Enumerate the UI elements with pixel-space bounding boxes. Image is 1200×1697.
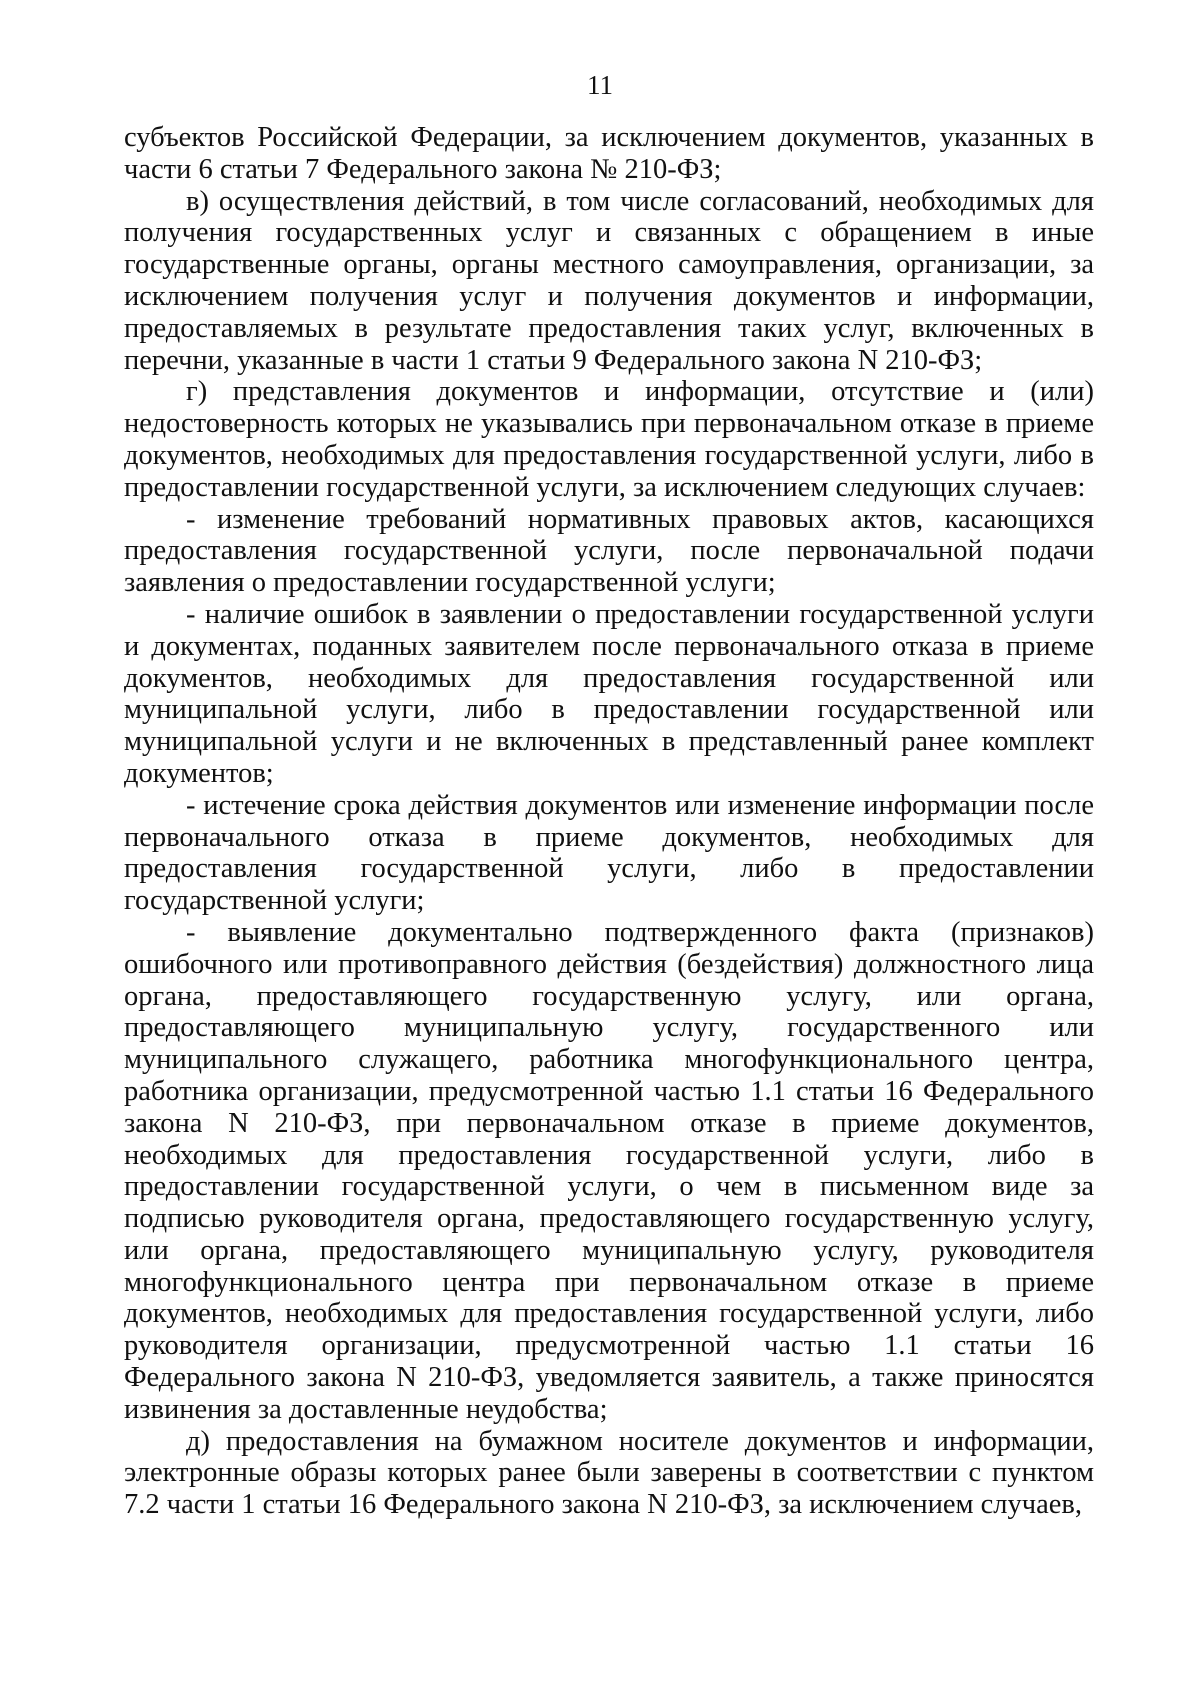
paragraph-dash-requirements-change: - изменение требований нормативных правовых актов, касающихся предоставления государственной услуги, после первоначальной подачи заявления о предоставлении государственной услуги; (124, 503, 1094, 599)
paragraph-dash-erroneous-action: - выявление документально подтвержденного факта (признаков) ошибочного или противоправного действия (бездействия) должностного лица органа, предоставляющего государственную услугу, или органа, предоставляющего муниципальную услугу, государственного или муниципального служащего, работника многофункционального центра, работника организации, предусмотренной частью 1.1 статьи 16 Федерального закона N 210-ФЗ, при первоначальном отказе в приеме документов, необходимых для предоставления государственной услуги, либо в предоставлении государственной услуги, о чем в письменном виде за подписью руководителя органа, предоставляющего государственную услугу, или органа, предоставляющего муниципальную услугу, руководителя многофункционального центра при первоначальном отказе в приеме документов, необходимых для предоставления государственной услуги, либо руководителя организации, предусмотренной частью 1.1 статьи 16 Федерального закона N 210-ФЗ, уведомляется заявитель, а также приносятся извинения за доставленные неудобства; (124, 916, 1094, 1425)
page-number: 11 (587, 70, 613, 100)
paragraph-continuation: субъектов Российской Федерации, за исключением документов, указанных в части 6 статьи 7 Федерального закона № 210-ФЗ; (124, 122, 1094, 185)
paragraph-dash-documents-expiry: - истечение срока действия документов или изменение информации после первоначального отказа в приеме документов, необходимых для предоставления государственной услуги, либо в предоставлении государственной услуги; (124, 789, 1094, 917)
paragraph-item-g: г) представления документов и информации, отсутствие и (или) недостоверность которых не указывались при первоначальном отказе в приеме документов, необходимых для предоставления государственной услуги, либо в предоставлении государственной услуги, за исключением следующих случаев: (124, 376, 1094, 503)
paragraph-item-v: в) осуществления действий, в том числе согласований, необходимых для получения государственных услуг и связанных с обращением в иные государственные органы, органы местного самоуправления, организации, за исключением получения услуг и получения документов и информации, предоставляемых в результате предоставления таких услуг, включенных в перечни, указанные в части 1 статьи 9 Федерального закона N 210-ФЗ; (124, 185, 1094, 376)
paragraph-item-d: д) предоставления на бумажном носителе документов и информации, электронные образы которых ранее были заверены в соответствии с пунктом 7.2 части 1 статьи 16 Федерального закона N 210-ФЗ, за исключением случаев, (124, 1425, 1094, 1521)
document-body (124, 122, 1094, 1521)
paragraph-dash-application-errors: - наличие ошибок в заявлении о предоставлении государственной услуги и документах, поданных заявителем после первоначального отказа в приеме документов, необходимых для предоставления государственной или муниципальной услуги, либо в предоставлении государственной или муниципальной услуги и не включенных в представленный ранее комплект документов; (124, 598, 1094, 789)
